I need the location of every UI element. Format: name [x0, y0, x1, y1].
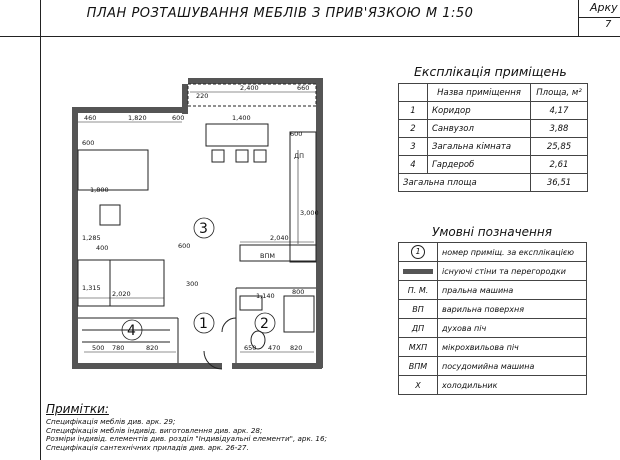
table-row	[399, 120, 588, 138]
legend-row	[399, 338, 587, 357]
legend-key: ВП	[399, 300, 438, 319]
dim-label: 1,285	[82, 234, 101, 242]
dim-label: 1,140	[256, 292, 275, 300]
drawing-title: ПЛАН РОЗТАШУВАННЯ МЕБЛІВ З ПРИВ'ЯЗКОЮ М 1:50	[86, 6, 474, 21]
wall-symbol	[403, 269, 433, 274]
sheet-number: 7	[605, 19, 612, 30]
header-name: Назва приміщення	[428, 84, 531, 102]
legend-text: варильна поверхня	[438, 300, 587, 319]
dim-label: 500	[92, 344, 105, 352]
legend-table	[398, 242, 587, 395]
legend-row	[399, 262, 587, 281]
row-num: 4	[399, 156, 428, 174]
note-line: Специфікація меблів індивід. виготовлення див. арк. 28;	[46, 425, 263, 435]
row-num: 1	[399, 102, 428, 120]
legend-title: Умовні позначення	[432, 225, 552, 239]
row-area: 3,88	[531, 120, 588, 138]
legend-text: існуючі стіни та перегородки	[438, 262, 587, 281]
dim-label: 600	[82, 139, 95, 147]
note-line: Специфікація сантехнічних приладів див. арк. 26-27.	[46, 442, 249, 452]
legend-text: мікрохвильова піч	[438, 338, 587, 357]
legend-row	[399, 300, 587, 319]
dim-label: 600	[290, 130, 303, 138]
row-name: Гардероб	[428, 156, 531, 174]
legend-text: пральна машина	[438, 281, 587, 300]
notes-title: Примітки:	[46, 402, 109, 416]
total-label: Загальна площа	[399, 174, 531, 192]
room-number-2: 2	[260, 316, 269, 332]
total-area: 36,51	[531, 174, 588, 192]
header-area: Площа, м²	[531, 84, 588, 102]
notes	[46, 418, 327, 452]
dim-label: 2,040	[270, 234, 289, 242]
dim-label: 300	[186, 280, 199, 288]
armchair	[100, 205, 120, 225]
legend-text: номер приміщ. за експлікацією	[438, 243, 587, 262]
wall-right	[316, 78, 323, 368]
dim-label: 820	[146, 344, 159, 352]
row-area: 2,61	[531, 156, 588, 174]
dim-label: 660	[297, 84, 310, 92]
dim-label: 650	[244, 344, 257, 352]
legend-row	[399, 281, 587, 300]
appliance-label: ВПМ	[260, 252, 275, 260]
room-number-1: 1	[199, 316, 208, 332]
appliance-label: ДП	[294, 152, 304, 160]
dim-label: 600	[178, 242, 191, 250]
dim-label: 800	[292, 288, 305, 296]
table-total	[399, 174, 588, 192]
row-area: 4,17	[531, 102, 588, 120]
legend-text: холодильник	[438, 376, 587, 395]
room-number-3: 3	[199, 221, 208, 237]
room-number-symbol: 1	[411, 245, 425, 259]
explication-title: Експлікація приміщень	[414, 64, 567, 79]
dim-label: 460	[84, 114, 97, 122]
legend-row	[399, 376, 587, 395]
note-line: Специфікація меблів див. арк. 29;	[46, 417, 176, 426]
wall-bottom-left	[72, 363, 222, 369]
legend-key: ДП	[399, 319, 438, 338]
legend-row	[399, 243, 587, 262]
dim-label: 1,315	[82, 284, 101, 292]
row-num: 2	[399, 120, 428, 138]
dim-label: 1,820	[128, 114, 147, 122]
table-row	[399, 138, 588, 156]
dim-label: 470	[268, 344, 281, 352]
dim-label: 1,400	[232, 114, 251, 122]
dim-label: 3,000	[300, 209, 319, 217]
legend-key: П. М.	[399, 281, 438, 300]
wall-top-left	[72, 107, 182, 113]
dim-label: 400	[96, 244, 109, 252]
legend-row	[399, 357, 587, 376]
dim-label: 2,020	[112, 290, 131, 298]
legend-key: МХП	[399, 338, 438, 357]
dim-label: 220	[196, 92, 209, 100]
row-num: 3	[399, 138, 428, 156]
legend-key: ВПМ	[399, 357, 438, 376]
wall-bottom-right	[232, 363, 322, 369]
legend-text: посудомийна машина	[438, 357, 587, 376]
bed	[78, 260, 164, 306]
legend-text: духова піч	[438, 319, 587, 338]
explication-table	[398, 83, 588, 192]
note-line: Розміри індивід. елементів див. розділ "Індивідуальні елементи", арк. 16;	[46, 434, 327, 444]
kitchen-counter-bottom	[240, 245, 316, 261]
legend-key: Х	[399, 376, 438, 395]
dim-label: 2,400	[240, 84, 259, 92]
chair	[212, 150, 224, 162]
dim-label: 600	[172, 114, 185, 122]
row-name: Загальна кімната	[428, 138, 531, 156]
room-number-4: 4	[127, 323, 136, 339]
row-area: 25,85	[531, 138, 588, 156]
table-row	[399, 156, 588, 174]
dining-table	[206, 124, 268, 146]
bath-door	[222, 318, 236, 332]
wall-balcony-left	[182, 84, 188, 114]
row-name: Санвузол	[428, 120, 531, 138]
row-name: Коридор	[428, 102, 531, 120]
legend-row	[399, 319, 587, 338]
bathtub-shower	[284, 296, 314, 332]
dim-label: 820	[290, 344, 303, 352]
dim-label: 780	[112, 344, 125, 352]
wall-left	[72, 107, 78, 369]
table-header	[399, 84, 588, 102]
sofa	[78, 150, 148, 190]
table-row	[399, 102, 588, 120]
dim-label: 1,800	[90, 186, 109, 194]
sheet-label: Арку	[590, 1, 618, 14]
